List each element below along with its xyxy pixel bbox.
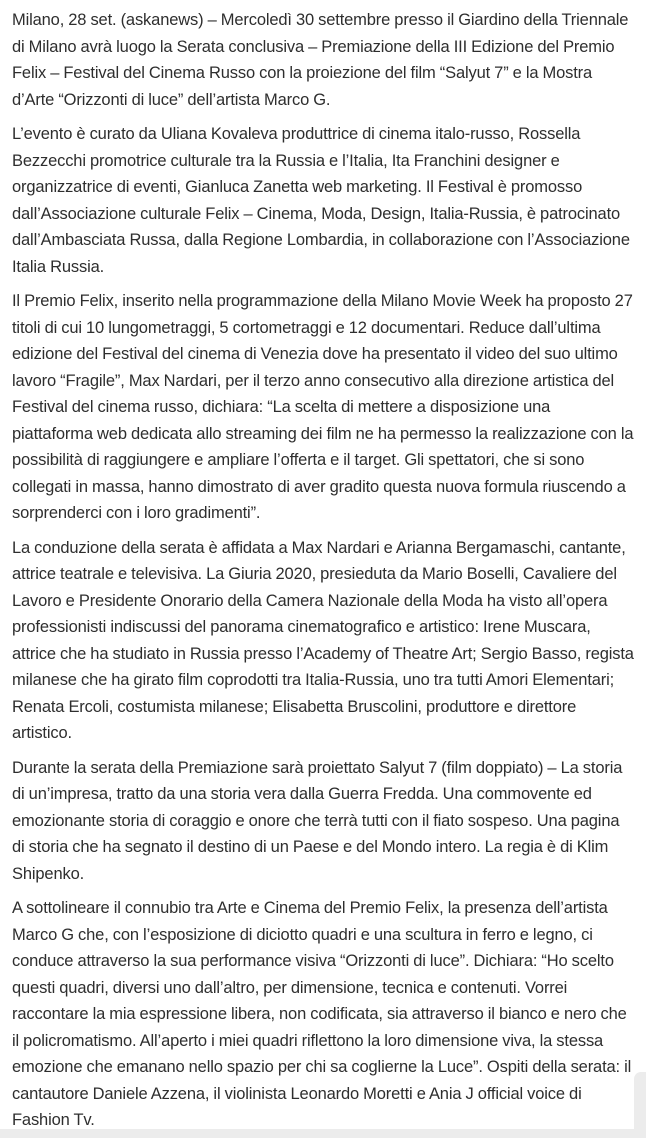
- article-paragraph-organizers: L’evento è curato da Uliana Kovaleva produttrice di cinema italo-russo, Rossella Bezzecchi promotrice culturale tra la Russia e l’Italia, Ita Franchini designer e organizzatrice di eventi, Gianluca Zanetta web marketing. Il Festival è promosso dall’Associazione culturale Felix – Cinema, Moda, Design, Italia-Russia, è patrocinato dall’Ambasciata Russa, dalla Regione Lombardia, in collaborazione con l’Associazione Italia Russia.: [12, 125, 630, 276]
- article-paragraph-intro: Milano, 28 set. (askanews) – Mercoledì 30 settembre presso il Giardino della Triennale di Milano avrà luogo la Serata conclusiva – Premiazione della III Edizione del Premio Felix – Festival del Cinema Russo con la proiezione del film “Salyut 7” e la Mostra d’Arte “Orizzonti di luce” dell’artista Marco G.: [12, 11, 629, 109]
- article-paragraph-jury: La conduzione della serata è affidata a Max Nardari e Arianna Bergamaschi, cantante, attrice teatrale e televisiva. La Giuria 2020, presieduta da Mario Boselli, Cavaliere del Lavoro e Presidente Onorario della Camera Nazionale della Moda ha visto all’opera professionisti indiscussi del panorama cinematografico e artistico: Irene Muscara, attrice che ha studiato in Russia presso l’Academy of Theatre Art; Sergio Basso, regista milanese che ha girato film coprodotti tra Italia-Russia, uno tra tutti Amori Elementari; Renata Ercoli, costumista milanese; Elisabetta Bruscolini, produttore e direttore artistico.: [12, 538, 634, 742]
- article-paragraph-festival-program: Il Premio Felix, inserito nella programmazione della Milano Movie Week ha proposto 27 titoli di cui 10 lungometraggi, 5 cortometraggi e 12 documentari. Reduce dall’ultima edizione del Festival del cinema di Venezia dove ha presentato il video del suo ultimo lavoro “Fragile”, Max Nardari, per il terzo anno consecutivo alla direzione artistica del Festival del cinema russo, dichiara: “La scelta di mettere a disposizione una piattaforma web dedicata allo streaming dei film ne ha permesso la realizzazione con la possibilità di raggiungere e ampliare l’offerta e il target. Gli spettatori, che si sono collegati in massa, hanno dimostrato di aver gradito questa nuova formula riuscendo a sorprenderci con i loro gradimenti”.: [12, 292, 634, 522]
- next-section-strip: [0, 1129, 646, 1138]
- article-paragraph-art-guests: A sottolineare il connubio tra Arte e Cinema del Premio Felix, la presenza dell’artista Marco G che, con l’esposizione di diciotto quadri e una scultura in ferro e legno, ci conduce attraverso la sua performance visiva “Orizzonti di luce”. Dichiara: “Ho scelto questi quadri, diversi uno dall’altro, per dimensione, tecnica e contenuti. Vorrei raccontare la mia espressione libera, non codificata, sia attraverso il bianco e nero che il policromatismo. All’aperto i miei quadri riflettono la loro dimensione viva, la stessa emozione che emanano nello spazio per chi sa coglierne la Luce”. Ospiti della serata: il cantautore Daniele Azzena, il violinista Leonardo Moretti e Ania J official voice di Fashion Tv.: [12, 899, 632, 1129]
- article-paragraph-film: Durante la serata della Premiazione sarà proiettato Salyut 7 (film doppiato) – La storia di un’impresa, tratto da una storia vera dalla Guerra Fredda. Una commovente ed emozionante storia di coraggio e onore che terrà tutti con il fiato sospeso. Una pagina di storia che ha segnato il destino di un Paese e del Mondo intero. La regia è di Klim Shipenko.: [12, 758, 623, 883]
